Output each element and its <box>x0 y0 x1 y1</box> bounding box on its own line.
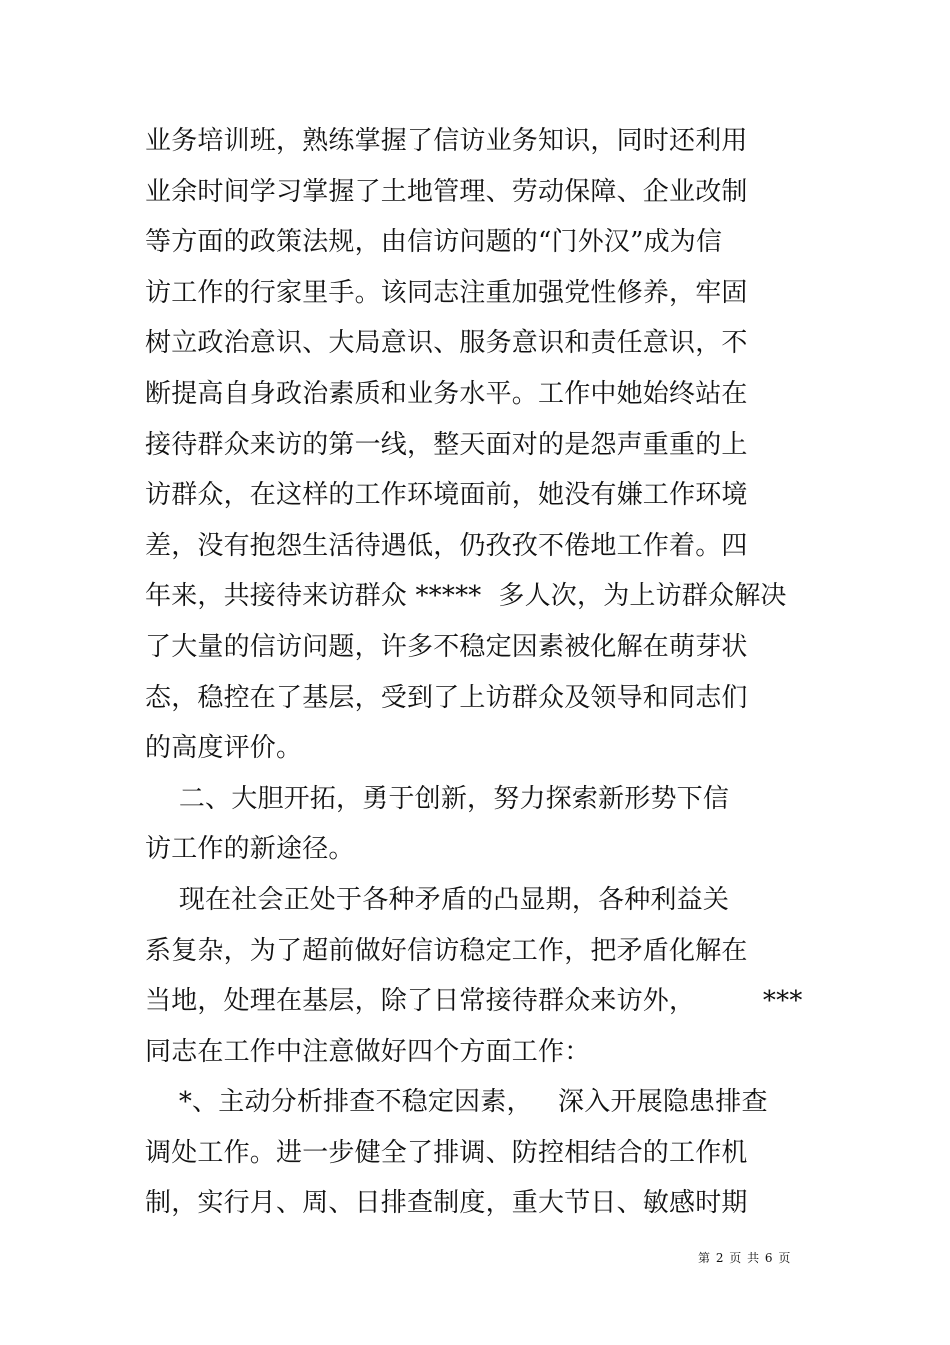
text-line: 当地，处理在基层，除了日常接待群众来访外， *** <box>145 986 803 1017</box>
text-line: 态，稳控在了基层，受到了上访群众及领导和同志们 <box>145 682 748 713</box>
section-heading: 二、大胆开拓，勇于创新，努力探索新形势下信 <box>145 783 730 814</box>
text-line: 等方面的政策法规，由信访问题的“门外汉”成为信 <box>145 227 723 258</box>
text-line: 差，没有抱怨生活待遇低，仍孜孜不倦地工作着。四 <box>145 530 748 561</box>
text-line: 树立政治意识、大局意识、服务意识和责任意识，不 <box>145 328 748 359</box>
text-line: 断提高自身政治素质和业务水平。工作中她始终站在 <box>145 378 748 409</box>
page-number-footer: 第 2 页 共 6 页 <box>698 1251 792 1265</box>
text-line: 系复杂，为了超前做好信访稳定工作，把矛盾化解在 <box>145 935 748 966</box>
text-line: 业余时间学习掌握了土地管理、劳动保障、企业改制 <box>145 176 748 207</box>
text-line: 了大量的信访问题，许多不稳定因素被化解在萌芽状 <box>145 631 748 662</box>
text-line: 年来，共接待来访群众 ***** 多人次，为上访群众解决 <box>145 581 787 612</box>
text-line: 访工作的行家里手。该同志注重加强党性修养，牢固 <box>145 277 748 308</box>
text-line: 接待群众来访的第一线，整天面对的是怨声重重的上 <box>145 429 748 460</box>
text-line: *、主动分析排查不稳定因素， 深入开展隐患排查 <box>145 1087 768 1118</box>
text-line: 制，实行月、周、日排查制度，重大节日、敏感时期 <box>145 1188 748 1219</box>
text-line: 调处工作。进一步健全了排调、防控相结合的工作机 <box>145 1137 748 1168</box>
text-line: 同志在工作中注意做好四个方面工作： <box>145 1036 591 1067</box>
text-line: 访工作的新途径。 <box>145 834 355 865</box>
text-line: 现在社会正处于各种矛盾的凸显期，各种利益关 <box>145 884 730 915</box>
text-line: 的高度评价。 <box>145 733 303 764</box>
text-line: 业务培训班，熟练掌握了信访业务知识，同时还利用 <box>145 126 748 156</box>
text-line: 访群众，在这样的工作环境面前，她没有嫌工作环境 <box>145 480 748 511</box>
body-text <box>145 116 845 1229</box>
